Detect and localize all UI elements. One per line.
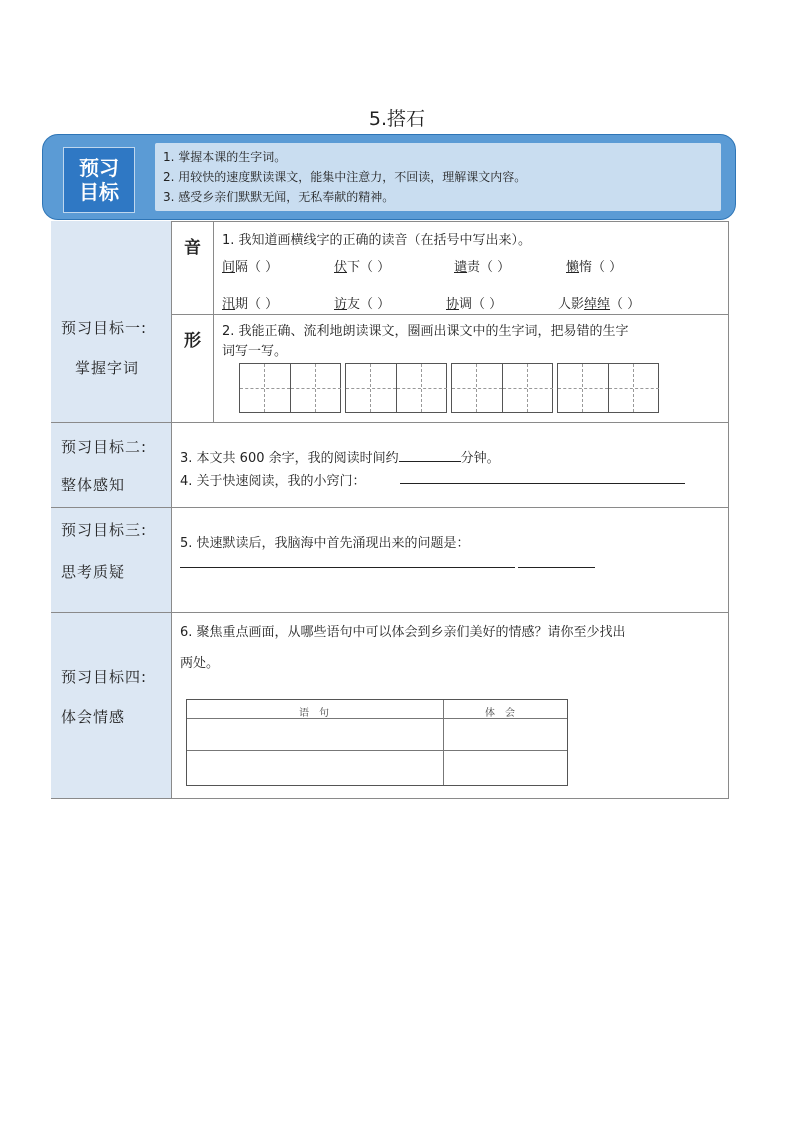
underlined-char: 谴: [454, 260, 468, 275]
goal3-label: 预习目标三:: [61, 521, 148, 539]
underlined-char: 间: [222, 260, 236, 275]
word-rest: 期（ ）: [235, 297, 279, 312]
word-rest: 下（ ）: [347, 260, 391, 275]
underlined-char: 访: [334, 297, 348, 312]
word-item: [454, 256, 510, 275]
question-6-line1: 6. 聚焦重点画面，从哪些语句中可以体会到乡亲们美好的情感？请你至少找出: [180, 625, 626, 640]
question-3-text: 3. 本文共 600 余字，我的阅读时间约: [180, 451, 399, 466]
page-title: 5.搭石: [368, 108, 426, 130]
xing-cell: [172, 314, 214, 422]
goal3-sublabel: 思考质疑: [61, 563, 126, 581]
feeling-cell[interactable]: [444, 751, 567, 785]
preview-goals-box: [42, 134, 736, 220]
goal2-sublabel: 整体感知: [61, 476, 126, 494]
goal1-sublabel: 掌握字词: [75, 359, 140, 377]
sentence-feeling-table: [186, 699, 568, 786]
goal-item: 1. 掌握本课的生字词。: [163, 150, 287, 164]
col-sentence-header: 语句: [299, 708, 339, 719]
goals-badge-line2: 目标: [79, 180, 119, 204]
yin-label: 音: [184, 238, 201, 258]
word-rest: 责（ ）: [467, 260, 511, 275]
row-divider: [172, 314, 729, 315]
underlined-char: 汛: [222, 297, 236, 312]
question-2-line1: 2. 我能正确、流利地朗读课文，圈画出课文中的生字词，把易错的生字: [222, 324, 629, 339]
writing-grid[interactable]: [451, 363, 553, 413]
writing-grid[interactable]: [557, 363, 659, 413]
label-cell-goal4: [51, 612, 172, 799]
row-divider: [51, 507, 729, 508]
question-4: 4. 关于快速阅读，我的小窍门：: [180, 474, 366, 489]
feeling-cell[interactable]: [444, 719, 567, 750]
goal1-label: 预习目标一:: [61, 319, 148, 337]
word-item: [334, 293, 390, 312]
writing-grid[interactable]: [239, 363, 341, 413]
word-rest: 调（ ）: [459, 297, 503, 312]
word-item: [334, 256, 390, 275]
question-1: 1. 我知道画横线字的正确的读音（在括号中写出来）。: [222, 233, 532, 248]
goal-item: 3. 感受乡亲们默默无闻，无私奉献的精神。: [163, 190, 395, 204]
goals-badge-line1: 预习: [79, 156, 119, 180]
label-cell-goal2: [51, 422, 172, 508]
label-cell-goal1: [51, 221, 172, 423]
word-item: [222, 293, 278, 312]
question-answer-blank[interactable]: [180, 567, 515, 568]
word-item: [558, 293, 640, 312]
goal2-label: 预习目标二:: [61, 438, 148, 456]
word-item: [446, 293, 502, 312]
goal-item: 2. 用较快的速度默读课文，能集中注意力，不回读，理解课文内容。: [163, 170, 527, 184]
sentence-cell[interactable]: [187, 719, 443, 750]
underlined-char: 伏: [334, 260, 348, 275]
goals-badge: [63, 147, 135, 213]
word-item: [222, 256, 278, 275]
tips-answer-blank[interactable]: [400, 483, 685, 484]
word-prefix: 人影: [558, 297, 585, 312]
label-cell-goal3: [51, 507, 172, 613]
question-2-line2: 词写一写。: [222, 344, 288, 359]
word-rest: 友（ ）: [347, 297, 391, 312]
goals-list: [155, 143, 721, 211]
question-answer-blank[interactable]: [518, 567, 595, 568]
underlined-char: 懒: [566, 260, 580, 275]
writing-grid[interactable]: [345, 363, 447, 413]
col-feeling-header: 体会: [485, 708, 525, 719]
question-3: [180, 447, 500, 466]
word-rest: 隔（ ）: [235, 260, 279, 275]
word-rest: （ ）: [610, 297, 641, 312]
underlined-char: 绰绰: [584, 297, 611, 312]
word-item: [566, 256, 622, 275]
question-5: 5. 快速默读后，我脑海中首先涌现出来的问题是：: [180, 536, 470, 551]
reading-time-blank[interactable]: [399, 449, 461, 462]
xing-label: 形: [184, 331, 201, 351]
row-divider: [51, 612, 729, 613]
goal4-label: 预习目标四:: [61, 668, 148, 686]
goal4-sublabel: 体会情感: [61, 708, 126, 726]
row-divider: [51, 422, 729, 423]
yin-cell: [172, 221, 214, 315]
underlined-char: 协: [446, 297, 460, 312]
question-3-unit: 分钟。: [460, 451, 500, 466]
word-rest: 惰（ ）: [579, 260, 623, 275]
sentence-cell[interactable]: [187, 751, 443, 785]
question-6-line2: 两处。: [180, 656, 220, 671]
